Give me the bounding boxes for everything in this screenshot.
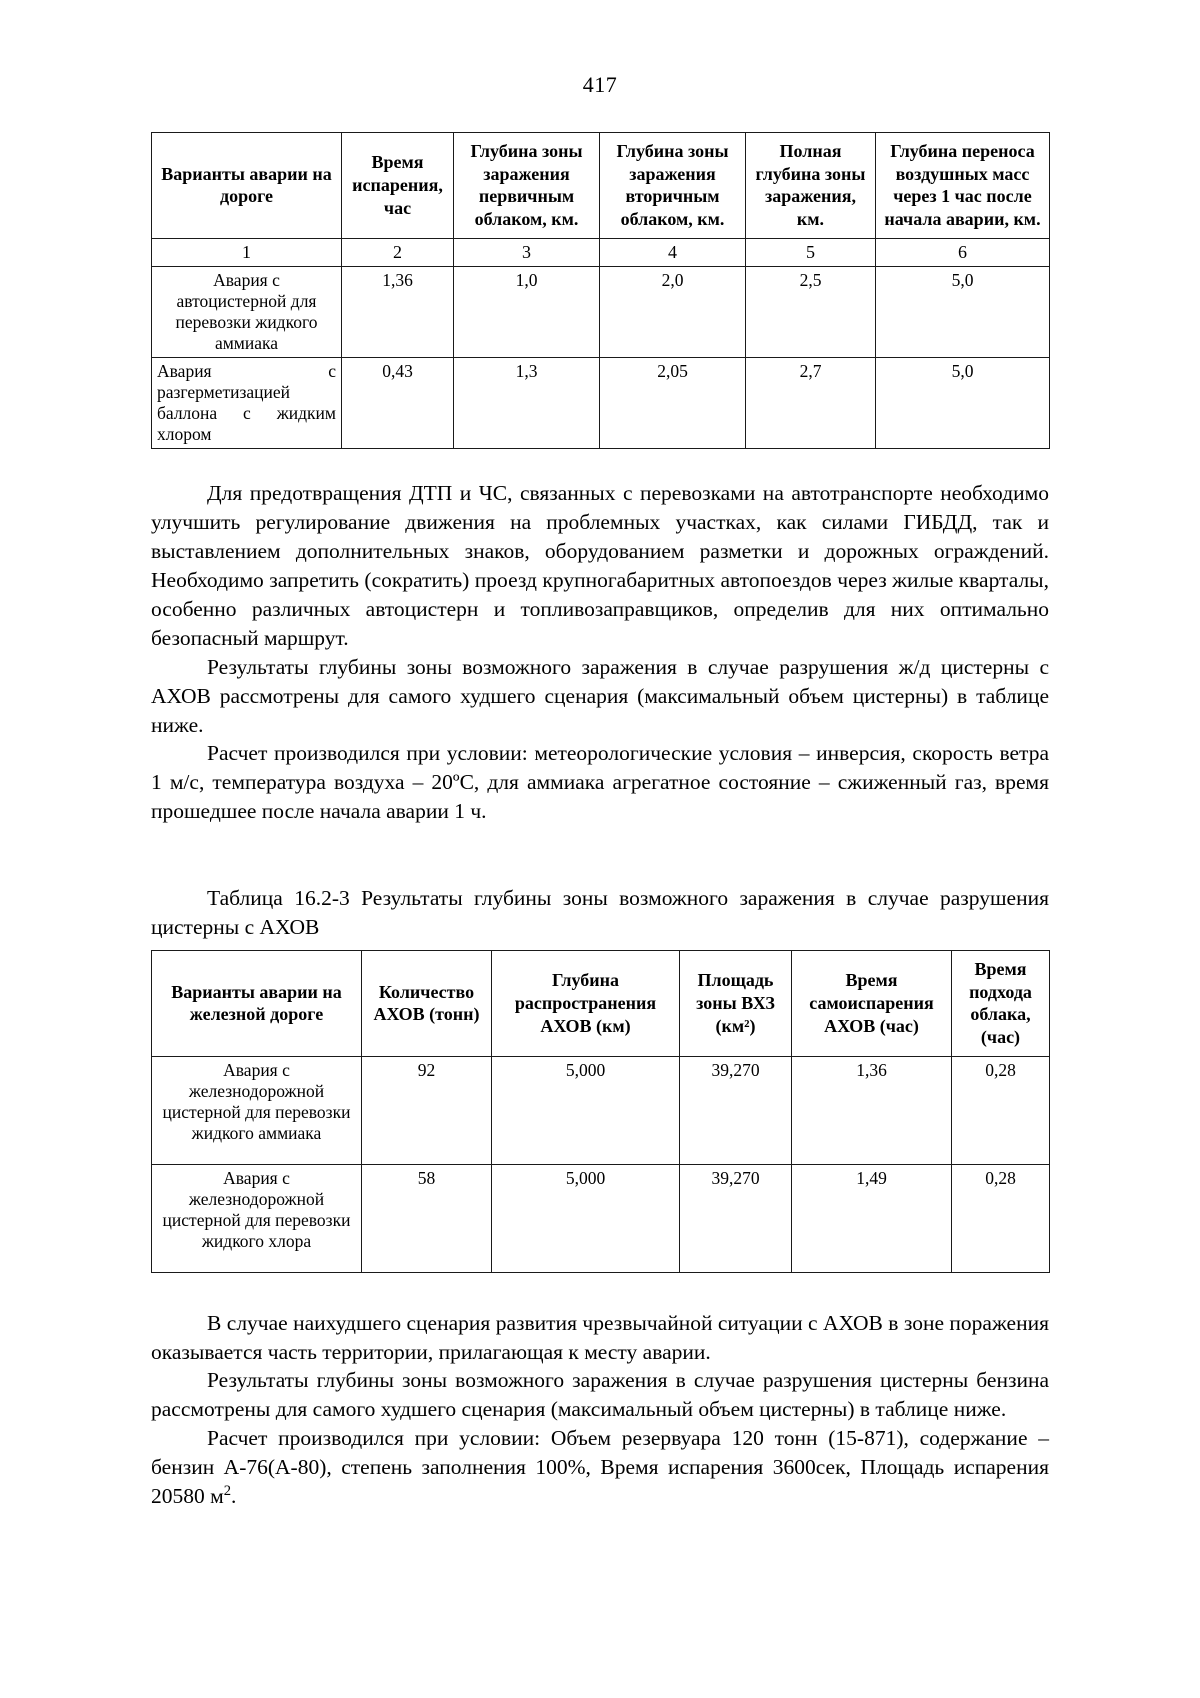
column-number-2: 2 — [342, 238, 454, 267]
paragraph-calculation-conditions: Расчет производился при условии: метеорологические условия – инверсия, скорость ветра 1 м/с, температура воздуха – 20ºС, для аммиака агрегатное состояние – сжиженный газ, время прошедшее после начала аварии 1 ч. — [151, 741, 1049, 824]
spacer — [151, 826, 1049, 884]
spacer — [151, 1273, 1049, 1309]
header-cell-air-mass-transfer: Глубина переноса воздушных масс через 1 час после начала аварии, км. — [876, 133, 1050, 239]
table-header-row — [152, 950, 1050, 1056]
table-row — [152, 1164, 1050, 1272]
cell-secondary-cloud-depth: 2,0 — [600, 267, 746, 358]
cell-zone-area: 39,270 — [680, 1164, 792, 1272]
cell-variant: Авария с разгерметизацией баллона с жидким хлором — [152, 358, 342, 449]
header-cell-zone-area: Площадь зоны ВХЗ (км²) — [680, 950, 792, 1056]
paragraph-gasoline-conditions-text: Расчет производился при условии: Объем резервуара 120 тонн (15-871), содержание – бензин А-76(А-80), степень заполнения 100%, Время испарения 3600сек, Площадь испарения 20580 м — [151, 1426, 1049, 1509]
paragraph-gasoline-scenario: Результаты глубины зоны возможного заражения в случае разрушения цистерны бензина рассмотрены для самого худшего сценария (максимальный объем цистерны) в таблице ниже. — [151, 1368, 1049, 1422]
cell-evaporation-time: 1,36 — [342, 267, 454, 358]
cell-spread-depth: 5,000 — [492, 1164, 680, 1272]
column-number-6: 6 — [876, 238, 1050, 267]
header-cell-primary-cloud-depth: Глубина зоны заражения первичным облаком, км. — [454, 133, 600, 239]
paragraph-road-safety: Для предотвращения ДТП и ЧС, связанных с перевозками на автотранспорте необходимо улучшить регулирование движения на проблемных участках, как силами ГИБДД, так и выставлением дополнительных знаков, оборудованием разметки и дорожных ограждений. Необходимо запретить (сократить) проезд крупногабаритных автопоездов через жилые кварталы, особенно различных автоцистерн и топливозаправщиков, определив для них оптимально безопасный маршрут. — [151, 481, 1049, 650]
cell-variant: Авария с автоцистерной для перевозки жидкого аммиака — [152, 267, 342, 358]
cell-variant: Авария с железнодорожной цистерной для перевозки жидкого аммиака — [152, 1056, 362, 1164]
page-content — [151, 98, 1049, 1511]
paragraph-rail-tank-scenario: Результаты глубины зоны возможного заражения в случае разрушения ж/д цистерны с АХОВ рассмотрены для самого худшего сценария (максимальный объем цистерны) в таблице ниже. — [151, 654, 1049, 737]
header-cell-amount: Количество АХОВ (тонн) — [362, 950, 492, 1056]
column-number-5: 5 — [746, 238, 876, 267]
header-cell-evaporation-time: Время испарения, час — [342, 133, 454, 239]
table-road-accident-contamination — [151, 132, 1050, 449]
cell-cloud-arrival-time: 0,28 — [952, 1056, 1050, 1164]
cell-primary-cloud-depth: 1,3 — [454, 358, 600, 449]
cell-variant: Авария с железнодорожной цистерной для перевозки жидкого хлора — [152, 1164, 362, 1272]
cell-self-evaporation-time: 1,49 — [792, 1164, 952, 1272]
column-number-3: 3 — [454, 238, 600, 267]
header-cell-variant: Варианты аварии на железной дороге — [152, 950, 362, 1056]
square-meters-exponent: 2 — [223, 1482, 232, 1499]
table-row — [152, 267, 1050, 358]
cell-primary-cloud-depth: 1,0 — [454, 267, 600, 358]
table-header-row — [152, 133, 1050, 239]
spacer — [151, 449, 1049, 479]
header-cell-spread-depth: Глубина распространения АХОВ (км) — [492, 950, 680, 1056]
cell-zone-area: 39,270 — [680, 1056, 792, 1164]
cell-spread-depth: 5,000 — [492, 1056, 680, 1164]
header-cell-self-evaporation-time: Время самоиспарения АХОВ (час) — [792, 950, 952, 1056]
paragraph-worst-case: В случае наихудшего сценария развития чрезвычайной ситуации с АХОВ в зоне поражения оказывается часть территории, прилагающая к месту аварии. — [151, 1310, 1049, 1364]
paragraph-gasoline-conditions-end: . — [231, 1484, 237, 1509]
cell-secondary-cloud-depth: 2,05 — [600, 358, 746, 449]
paragraph-gasoline-conditions — [151, 1424, 1049, 1511]
page-number: 417 — [582, 72, 618, 97]
cell-total-depth: 2,5 — [746, 267, 876, 358]
cell-self-evaporation-time: 1,36 — [792, 1056, 952, 1164]
table-caption-rail: Таблица 16.2-3 Результаты глубины зоны возможного заражения в случае разрушения цистерны с АХОВ — [151, 886, 1049, 940]
cell-amount: 58 — [362, 1164, 492, 1272]
column-number-1: 1 — [152, 238, 342, 267]
header-cell-secondary-cloud-depth: Глубина зоны заражения вторичным облаком, км. — [600, 133, 746, 239]
cell-evaporation-time: 0,43 — [342, 358, 454, 449]
cell-cloud-arrival-time: 0,28 — [952, 1164, 1050, 1272]
column-number-4: 4 — [600, 238, 746, 267]
header-cell-total-depth: Полная глубина зоны заражения, км. — [746, 133, 876, 239]
cell-air-mass-transfer: 5,0 — [876, 358, 1050, 449]
cell-total-depth: 2,7 — [746, 358, 876, 449]
cell-air-mass-transfer: 5,0 — [876, 267, 1050, 358]
table-row — [152, 1056, 1050, 1164]
cell-amount: 92 — [362, 1056, 492, 1164]
table-rail-accident-contamination — [151, 950, 1050, 1273]
header-cell-variant: Варианты аварии на дороге — [152, 133, 342, 239]
table-row — [152, 358, 1050, 449]
table-column-number-row — [152, 238, 1050, 267]
header-cell-cloud-arrival-time: Время подхода облака, (час) — [952, 950, 1050, 1056]
